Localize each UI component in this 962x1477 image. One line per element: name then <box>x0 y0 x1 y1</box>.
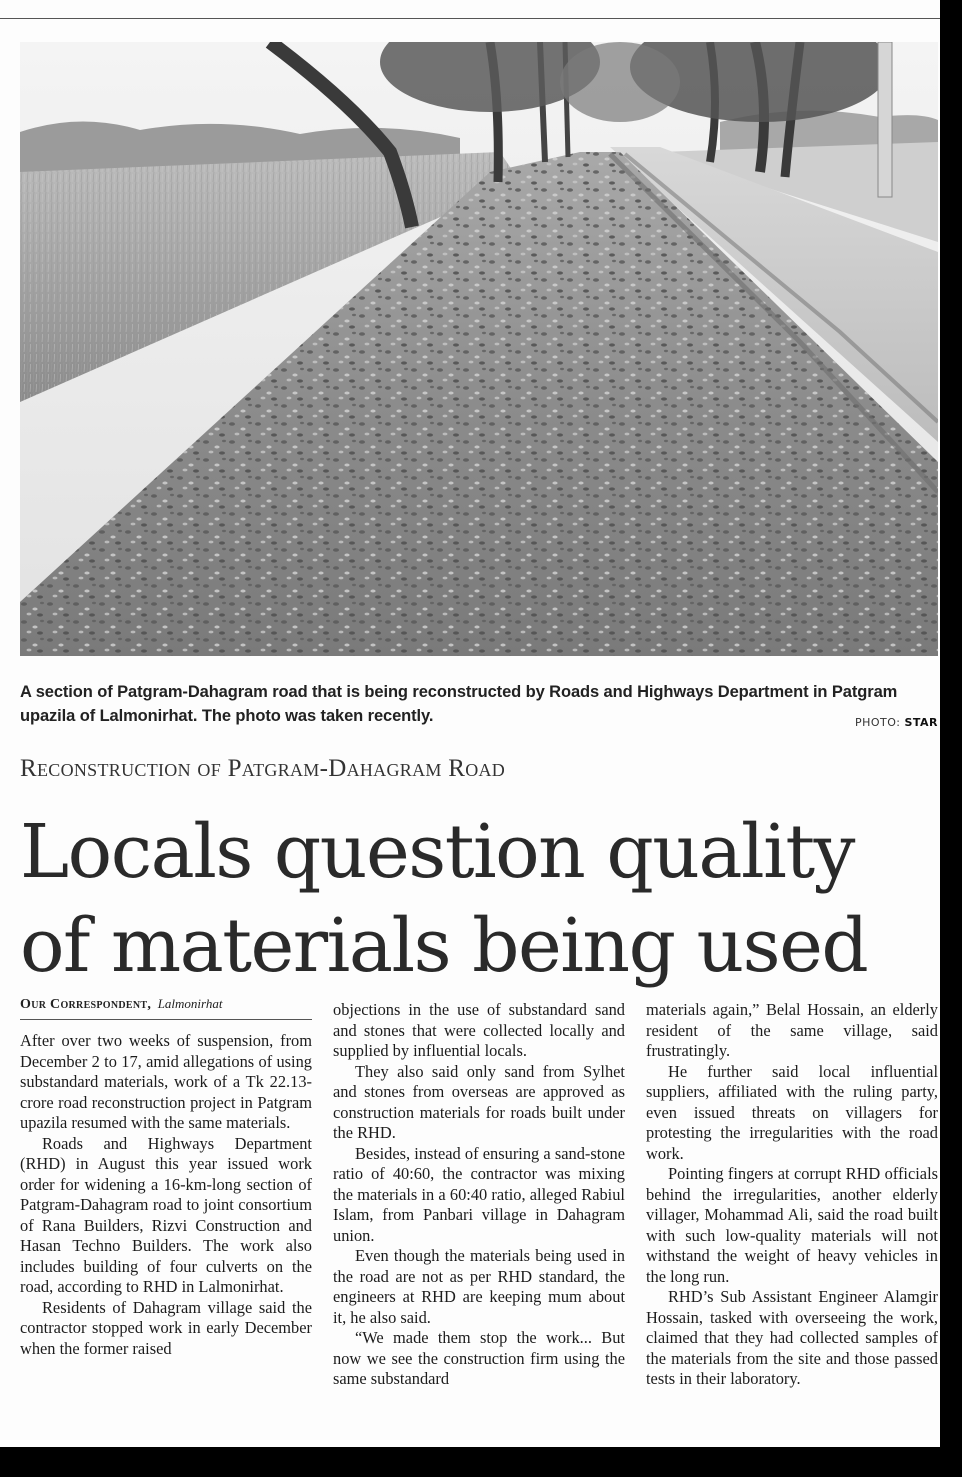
paragraph: After over two weeks of suspension, from December 2 to 17, amid allegations of using substandard materials, work of a Tk 22.13-crore road reconstruction project in Patgram upazila resumed with the same materials. <box>20 1031 312 1132</box>
paragraph: They also said only sand from Sylhet and stones from overseas are approved as construction materials for roads built under the RHD. <box>333 1061 625 1142</box>
article-column-2 <box>333 1000 625 1390</box>
article-kicker: Reconstruction of Patgram-Dahagram Road <box>20 755 506 782</box>
paragraph: materials again,” Belal Hossain, an elderly resident of the same village, said frustratingly. <box>646 1000 938 1060</box>
paragraph: Roads and Highways Department (RHD) in August this year issued work order for widening a 16-km-long section of Patgram-Dahagram road to joint consortium of Rana Builders, Rizvi Construction and Hasan Techno Builders. The work also includes building of four culverts on the road, according to RHD in Lalmonirhat. <box>20 1133 312 1296</box>
photo-road-icon <box>20 42 938 656</box>
scan-border <box>0 1447 962 1477</box>
photo-caption: A section of Patgram-Dahagram road that is being reconstructed by Roads and Highways Department in Patgram upazila of Lalmonirhat. The photo was taken recently. <box>20 683 898 725</box>
byline-author: Our Correspondent, <box>20 997 152 1012</box>
top-rule <box>0 18 940 19</box>
article-column-1 <box>20 1031 312 1359</box>
byline <box>20 996 312 1020</box>
photo-credit-prefix: PHOTO: <box>854 716 901 729</box>
paragraph: “We made them stop the work... But now we see the construction firm using the same substandard <box>333 1328 625 1388</box>
paragraph: Besides, instead of ensuring a sand-stone ratio of 40:60, the contractor was mixing the materials in a 60:40 ratio, alleged Rabiul Islam, from Panbari village in Dahagram union. <box>333 1143 625 1245</box>
article-column-3 <box>646 1000 938 1390</box>
paragraph: Even though the materials being used in the road are not as per RHD standard, the engineers at RHD are keeping mum about it, he also said. <box>333 1246 625 1327</box>
photo-credit <box>855 716 938 729</box>
paragraph: Pointing fingers at corrupt RHD officials behind the irregularities, another elderly villager, Mohammad Ali, said the road built with such low-quality materials will not withstand the weight of heavy vehicles in the long run. <box>646 1164 938 1286</box>
paragraph: RHD’s Sub Assistant Engineer Alamgir Hossain, tasked with overseeing the work, claimed that they had collected samples of the materials from the site and those passed tests in their laboratory. <box>646 1287 938 1388</box>
paragraph: He further said local influential suppliers, affiliated with the ruling party, even issued threats on villagers for protesting the irregularities with the road work. <box>646 1061 938 1163</box>
photo-credit-source: STAR <box>904 716 938 729</box>
paragraph: objections in the use of substandard sand and stones that were collected locally and supplied by influential locals. <box>333 1000 625 1060</box>
byline-place: Lalmonirhat <box>157 996 223 1011</box>
road-photo <box>20 42 938 656</box>
article-headline: Locals question quality of materials being used <box>20 809 868 989</box>
paragraph: Residents of Dahagram village said the contractor stopped work in early December when the former raised <box>20 1297 312 1358</box>
